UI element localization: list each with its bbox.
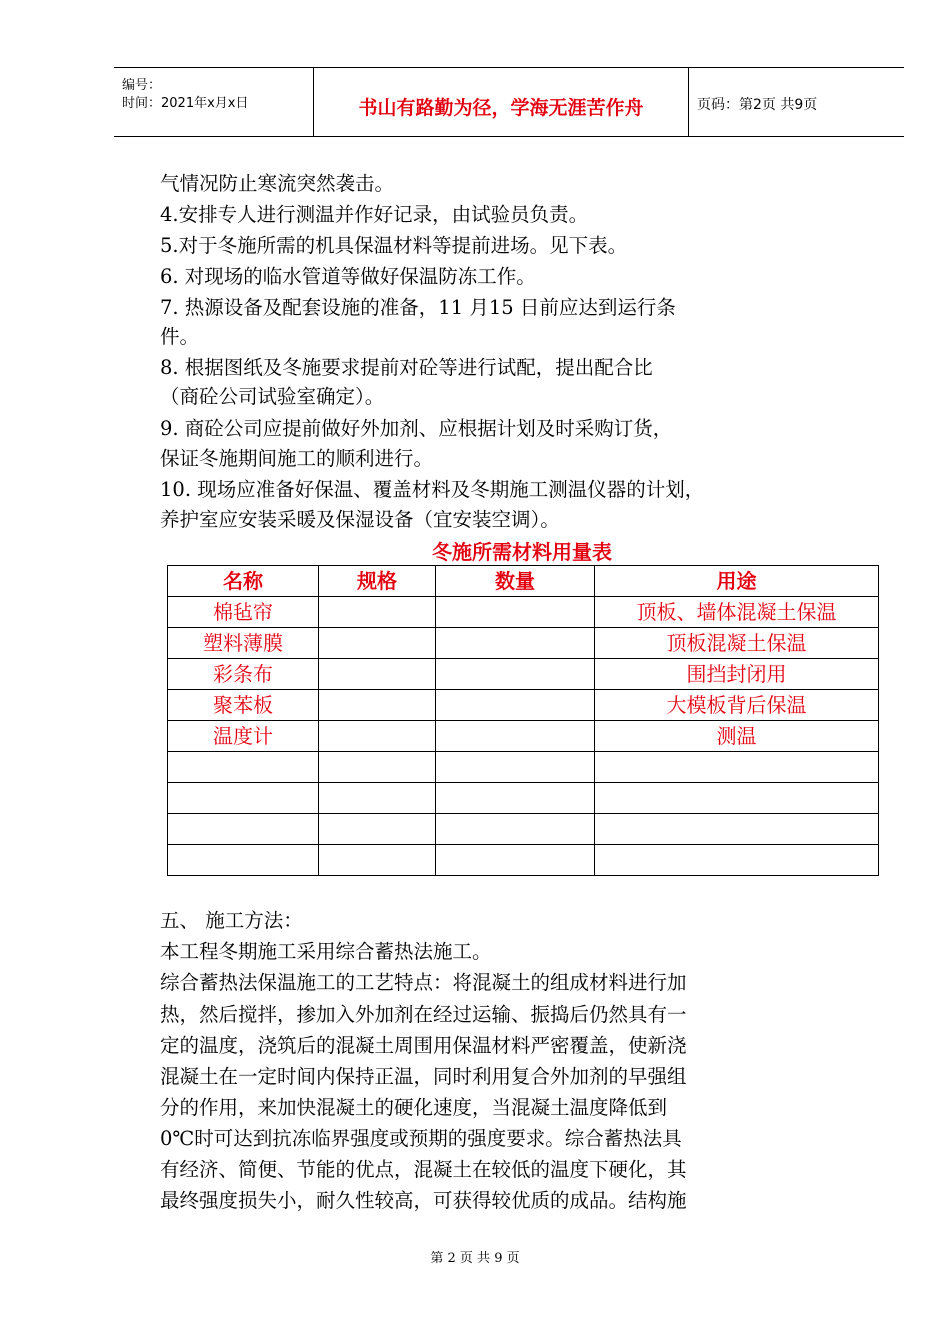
body-paragraph-line: 分的作用，来加快混凝土的硬化速度，当混凝土温度降低到 — [160, 1096, 668, 1119]
document-time-label: 时间：2021年x月x日 — [122, 96, 249, 111]
document-number-label: 编号： — [122, 78, 162, 93]
body-paragraph-line: 本工程冬期施工采用综合蓄热法施工。 — [160, 940, 492, 963]
cell-quantity — [436, 659, 595, 690]
cell-name — [168, 783, 319, 814]
body-paragraph-line: 0℃时可达到抗冻临界强度或预期的强度要求。综合蓄热法具 — [160, 1127, 682, 1150]
table-row — [168, 752, 879, 783]
header-motto: 书山有路勤为径，学海无涯苦作舟 — [358, 97, 644, 119]
body-paragraph-line: （商砼公司试验室确定）。 — [160, 385, 385, 408]
cell-quantity — [436, 814, 595, 845]
body-paragraph-line: 6. 对现场的临水管道等做好保温防冻工作。 — [160, 265, 536, 288]
cell-usage — [595, 814, 879, 845]
cell-quantity — [436, 628, 595, 659]
body-paragraph-line: 热，然后搅拌，掺加入外加剂在经过运输、振捣后仍然具有一 — [160, 1003, 687, 1026]
cell-spec — [319, 721, 436, 752]
column-header-quantity: 数量 — [436, 566, 595, 597]
body-paragraph-line: 9. 商砼公司应提前做好外加剂、应根据计划及时采购订货， — [160, 417, 673, 440]
body-paragraph-line: 最终强度损失小，耐久性较高，可获得较优质的成品。结构施 — [160, 1189, 687, 1212]
cell-spec — [319, 814, 436, 845]
cell-usage — [595, 783, 879, 814]
cell-spec — [319, 783, 436, 814]
body-paragraph-line: 10. 现场应准备好保温、覆盖材料及冬期施工测温仪器的计划， — [160, 478, 705, 501]
table-title: 冬施所需材料用量表 — [432, 540, 612, 564]
cell-name: 温度计 — [168, 721, 319, 752]
body-paragraph-line: 混凝土在一定时间内保持正温，同时利用复合外加剂的早强组 — [160, 1065, 687, 1088]
body-paragraph-line: 有经济、简便、节能的优点，混凝土在较低的温度下硬化，其 — [160, 1158, 687, 1181]
table-row — [168, 690, 879, 721]
cell-name — [168, 752, 319, 783]
column-header-spec: 规格 — [319, 566, 436, 597]
cell-usage: 顶板混凝土保温 — [595, 628, 879, 659]
cell-quantity — [436, 690, 595, 721]
cell-quantity — [436, 845, 595, 876]
table-row — [168, 628, 879, 659]
cell-usage — [595, 752, 879, 783]
cell-spec — [319, 659, 436, 690]
header-motto-cell — [314, 68, 689, 136]
cell-usage — [595, 845, 879, 876]
page-header — [114, 67, 904, 137]
cell-name: 聚苯板 — [168, 690, 319, 721]
section-heading: 五、 施工方法： — [160, 909, 303, 932]
table-row — [168, 721, 879, 752]
header-page-number: 页码：第2页 共9页 — [697, 97, 818, 113]
cell-spec — [319, 845, 436, 876]
header-meta-cell — [114, 68, 314, 136]
cell-usage: 测温 — [595, 721, 879, 752]
body-paragraph-line: 综合蓄热法保温施工的工艺特点：将混凝土的组成材料进行加 — [160, 971, 687, 994]
header-page-cell — [689, 68, 904, 136]
cell-name: 棉毡帘 — [168, 597, 319, 628]
cell-usage: 围挡封闭用 — [595, 659, 879, 690]
cell-quantity — [436, 783, 595, 814]
cell-spec — [319, 597, 436, 628]
cell-spec — [319, 628, 436, 659]
page-footer: 第 2 页 共 9 页 — [430, 1251, 520, 1266]
cell-name: 彩条布 — [168, 659, 319, 690]
body-paragraph-line: 4.安排专人进行测温并作好记录，由试验员负责。 — [160, 203, 589, 226]
body-paragraph-line: 8. 根据图纸及冬施要求提前对砼等进行试配，提出配合比 — [160, 356, 653, 379]
cell-name — [168, 845, 319, 876]
body-paragraph-line: 气情况防止寒流突然袭击。 — [160, 172, 395, 195]
table-row — [168, 845, 879, 876]
body-paragraph-line: 养护室应安装采暖及保湿设备（宜安装空调）。 — [160, 508, 560, 531]
cell-spec — [319, 752, 436, 783]
materials-table — [167, 565, 879, 876]
table-row — [168, 659, 879, 690]
cell-name — [168, 814, 319, 845]
column-header-usage: 用途 — [595, 566, 879, 597]
cell-quantity — [436, 752, 595, 783]
table-row — [168, 783, 879, 814]
cell-spec — [319, 690, 436, 721]
cell-usage: 顶板、墙体混凝土保温 — [595, 597, 879, 628]
cell-usage: 大模板背后保温 — [595, 690, 879, 721]
table-row — [168, 597, 879, 628]
body-paragraph-line: 定的温度，浇筑后的混凝土周围用保温材料严密覆盖，使新浇 — [160, 1034, 687, 1057]
body-paragraph-line: 件。 — [160, 325, 200, 348]
cell-name: 塑料薄膜 — [168, 628, 319, 659]
cell-quantity — [436, 597, 595, 628]
table-header-row — [168, 566, 879, 597]
table-row — [168, 814, 879, 845]
body-paragraph-line: 保证冬施期间施工的顺利进行。 — [160, 447, 434, 470]
body-paragraph-line: 5.对于冬施所需的机具保温材料等提前进场。见下表。 — [160, 234, 628, 257]
cell-quantity — [436, 721, 595, 752]
body-paragraph-line: 7. 热源设备及配套设施的准备，11 月15 日前应达到运行条 — [160, 296, 676, 319]
column-header-name: 名称 — [168, 566, 319, 597]
